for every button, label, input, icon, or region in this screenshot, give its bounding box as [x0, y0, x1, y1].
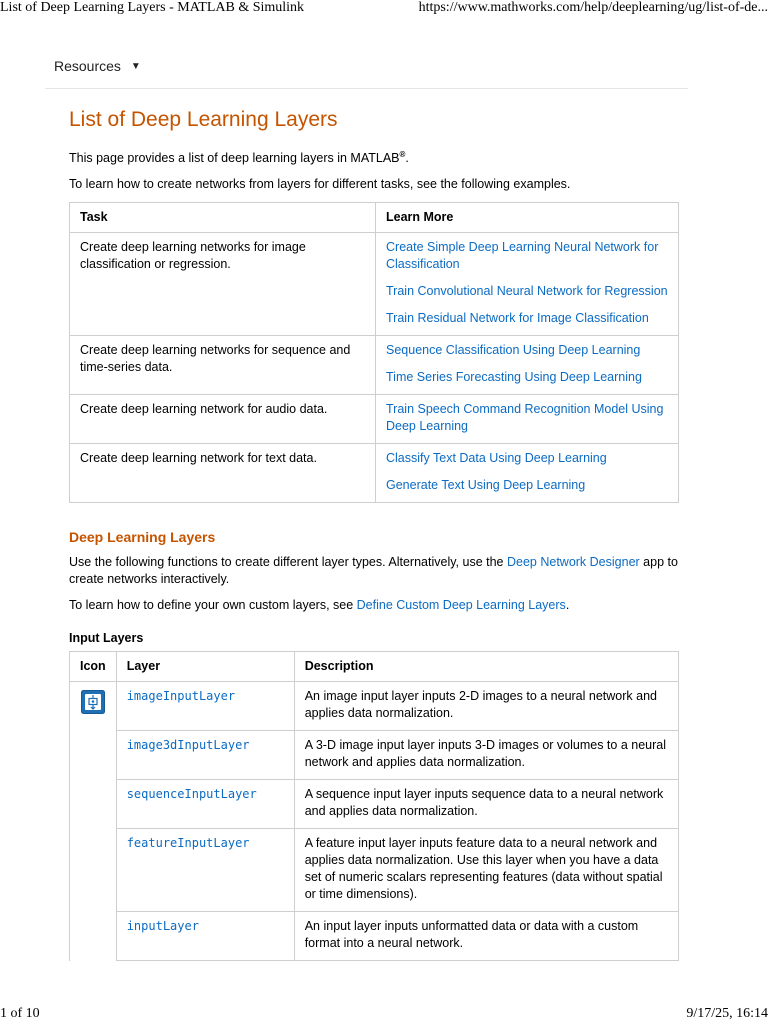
deep-network-designer-link[interactable]: Deep Network Designer: [506, 555, 640, 570]
table-row: [70, 780, 679, 829]
example-link[interactable]: Generate Text Using Deep Learning: [386, 478, 586, 493]
section-title-deep-learning-layers: Deep Learning Layers: [69, 529, 216, 546]
page-indicator: 1 of 10: [0, 1006, 40, 1021]
column-header-learn-more: Learn More: [376, 203, 679, 233]
layer-name-cell: [116, 829, 294, 912]
task-cell: Create deep learning network for audio data.: [70, 395, 376, 444]
table-row: [70, 682, 679, 731]
registered-mark: ®: [399, 150, 406, 159]
layer-description-cell: An input layer inputs unformatted data or data with a custom format into a neural network.: [294, 912, 678, 961]
main-content: [69, 106, 679, 961]
example-link[interactable]: Train Speech Command Recognition Model Using Deep Learning: [386, 402, 664, 434]
page-title: List of Deep Learning Layers: [69, 108, 338, 131]
layer-function-link[interactable]: inputLayer: [126, 919, 199, 934]
input-layers-table: [69, 651, 679, 961]
custom-layers-paragraph: To learn how to define your own custom layers, see Define Custom Deep Learning Layers.: [69, 598, 570, 613]
layer-description-cell: A 3-D image input layer inputs 3-D images or volumes to a neural network and applies data normalization.: [294, 731, 678, 780]
table-row: [70, 233, 679, 336]
table-row: [70, 829, 679, 912]
example-link[interactable]: Train Residual Network for Image Classification: [386, 311, 649, 326]
layer-name-cell: [116, 731, 294, 780]
table-row: [70, 336, 679, 395]
table-row: [70, 444, 679, 503]
image-input-layer-icon: [81, 690, 105, 714]
table-row: [70, 731, 679, 780]
layer-description-cell: A sequence input layer inputs sequence data to a neural network and applies data normalization.: [294, 780, 678, 829]
example-link[interactable]: Classify Text Data Using Deep Learning: [386, 451, 607, 466]
column-header-task: Task: [70, 203, 376, 233]
task-cell: Create deep learning network for text data.: [70, 444, 376, 503]
print-timestamp: 9/17/25, 16:14: [686, 1006, 768, 1021]
learn-more-cell: [376, 233, 679, 336]
divider: [45, 88, 688, 89]
task-table: [69, 202, 679, 503]
learn-more-cell: [376, 444, 679, 503]
print-header-title: List of Deep Learning Layers - MATLAB & Simulink: [0, 0, 305, 15]
icon-cell: [70, 682, 117, 961]
example-link[interactable]: Create Simple Deep Learning Neural Network for Classification: [386, 240, 659, 272]
column-header-layer: Layer: [116, 652, 294, 682]
layer-function-link[interactable]: imageInputLayer: [126, 689, 236, 704]
table-header-row: [70, 652, 679, 682]
task-cell: Create deep learning networks for sequence and time-series data.: [70, 336, 376, 395]
resources-menu[interactable]: [54, 58, 141, 74]
task-cell: Create deep learning networks for image classification or regression.: [70, 233, 376, 336]
layer-description-cell: A feature input layer inputs feature data to a neural network and applies data normalization. Use this layer when you have a data set of numeric scalars representing features (data without spatial or time dimensions).: [294, 829, 678, 912]
table-row: [70, 912, 679, 961]
example-link[interactable]: Sequence Classification Using Deep Learning: [386, 343, 641, 358]
define-custom-layers-link[interactable]: Define Custom Deep Learning Layers: [356, 598, 566, 613]
layer-function-link[interactable]: sequenceInputLayer: [126, 787, 257, 802]
layer-name-cell: [116, 780, 294, 829]
functions-paragraph: Use the following functions to create different layer types. Alternatively, use the Deep Network Designer app to create networks interactively.: [69, 555, 678, 587]
learn-more-cell: [376, 336, 679, 395]
caret-down-icon: ▼: [130, 60, 141, 72]
example-link[interactable]: Train Convolutional Neural Network for Regression: [386, 284, 668, 299]
examples-paragraph: To learn how to create networks from layers for different tasks, see the following examples.: [69, 177, 571, 192]
print-header-url: https://www.mathworks.com/help/deeplearning/ug/list-of-de...: [418, 0, 768, 15]
layer-description-cell: An image input layer inputs 2-D images to a neural network and applies data normalization.: [294, 682, 678, 731]
layer-name-cell: [116, 912, 294, 961]
table-header-row: [70, 203, 679, 233]
layer-function-link[interactable]: featureInputLayer: [126, 836, 250, 851]
intro-paragraph: This page provides a list of deep learning layers in MATLAB®.: [69, 150, 409, 166]
input-layers-title: Input Layers: [69, 631, 144, 646]
column-header-icon: Icon: [70, 652, 117, 682]
learn-more-cell: [376, 395, 679, 444]
column-header-description: Description: [294, 652, 678, 682]
resources-label: Resources: [54, 58, 121, 74]
layer-name-cell: [116, 682, 294, 731]
layer-function-link[interactable]: image3dInputLayer: [126, 738, 250, 753]
example-link[interactable]: Time Series Forecasting Using Deep Learning: [386, 370, 642, 385]
table-row: [70, 395, 679, 444]
